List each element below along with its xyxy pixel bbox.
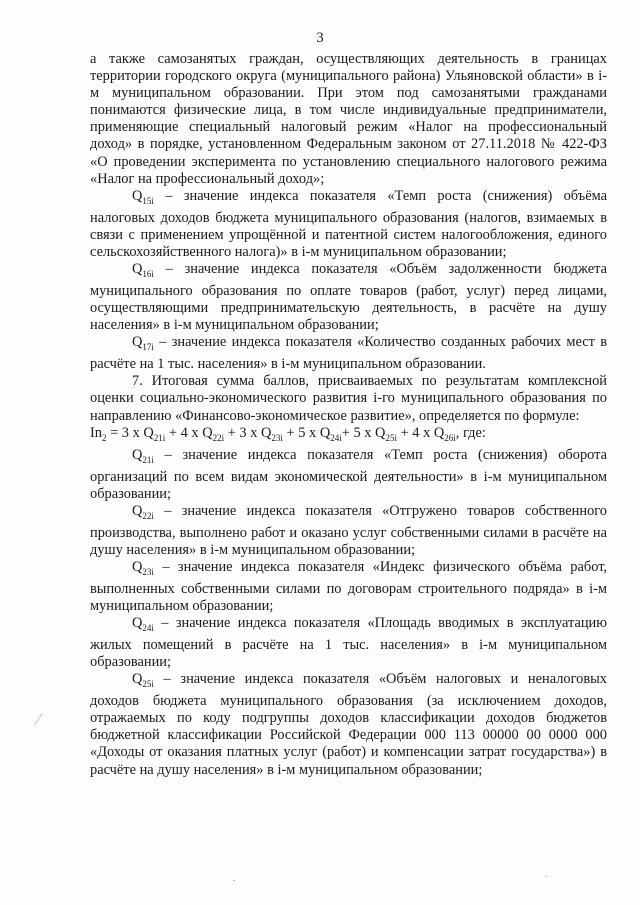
- definition-q15: [90, 188, 607, 261]
- formula-term-4: + 5 x Q: [282, 424, 331, 441]
- q15-symbol: Q: [132, 187, 143, 204]
- q15-text: – значение индекса показателя «Темп роста (снижения) объёма налоговых доходов бюджета муниципального образования (налогов, взимаемых в связи с применением упрощённой и патентной систем налогообложения, единого сельскохозяйственного налога)» в i-м муниципальном образовании;: [90, 187, 607, 260]
- q21-text: – значение индекса показателя «Темп роста (снижения) оборота организаций по всем видам экономической деятельности» в i-м муниципальном образовании;: [90, 446, 607, 502]
- definition-q17: [90, 334, 607, 373]
- formula-lhs-subscript: 2: [102, 432, 107, 443]
- formula-lhs: In: [90, 424, 102, 441]
- formula-term-1: = 3 x Q: [106, 424, 154, 441]
- page-number: 3: [316, 30, 324, 46]
- definition-q24: [90, 615, 607, 671]
- formula-term-5: + 5 x Q: [341, 424, 386, 441]
- q24-text: – значение индекса показателя «Площадь вводимых в эксплуатацию жилых помещений в расчёте на 1 тыс. населения» в i-м муниципальном образовании;: [90, 615, 607, 671]
- q25-subscript: 25i: [142, 679, 154, 690]
- scan-artifact-left: [34, 713, 43, 725]
- definition-q23: [90, 559, 607, 615]
- q24-symbol: Q: [132, 615, 143, 632]
- q23-symbol: Q: [132, 558, 143, 575]
- q17-symbol: Q: [132, 334, 143, 351]
- q23-subscript: 23i: [142, 566, 154, 577]
- formula-in2: [90, 425, 607, 447]
- scan-artifact-bottom-right: [545, 876, 547, 877]
- formula-sub-4: 24i: [330, 432, 342, 443]
- q21-subscript: 21i: [142, 454, 154, 465]
- q25-symbol: Q: [132, 671, 143, 688]
- q22-symbol: Q: [132, 502, 143, 519]
- formula-sub-6: 26i: [444, 432, 456, 443]
- q17-subscript: 17i: [142, 342, 154, 353]
- q23-text: – значение индекса показателя «Индекс физического объёма работ, выполненных собственными силами по договорам строительного подряда» в i-м муниципальном образовании;: [90, 558, 607, 614]
- q16-subscript: 16i: [142, 268, 154, 279]
- definition-q22: [90, 503, 607, 559]
- q24-subscript: 24i: [142, 622, 154, 633]
- formula-tail: , где:: [455, 424, 486, 441]
- q16-symbol: Q: [132, 261, 143, 277]
- q22-subscript: 22i: [142, 510, 154, 521]
- q21-symbol: Q: [132, 446, 143, 463]
- q15-subscript: 15i: [142, 195, 154, 206]
- definition-q21: [90, 447, 607, 503]
- formula-term-6: + 4 x Q: [396, 424, 445, 441]
- definition-q25: [90, 671, 607, 778]
- formula-sub-1: 21i: [153, 432, 166, 443]
- formula-sub-2: 22i: [212, 432, 225, 443]
- q22-text: – значение индекса показателя «Отгружено товаров собственного производства, выполнено работ и оказано услуг собственными силами в расчёте на душу населения» в i-м муниципальном образовании;: [90, 502, 607, 558]
- paragraph-item-7: 7. Итоговая сумма баллов, присваиваемых по результатам комплексной оценки социально-экономического развития i-го муниципального образования по направлению «Финансово-экономическое развитие», определяется по формуле:: [90, 373, 607, 424]
- formula-term-2: + 4 x Q: [165, 424, 213, 441]
- document-body: [90, 51, 607, 779]
- formula-sub-5: 25i: [385, 432, 397, 443]
- scan-artifact-bottom: [233, 880, 235, 881]
- q17-text: – значение индекса показателя «Количество созданных рабочих мест в расчёте на 1 тыс. населения» в i-м муниципальном образовании.: [90, 334, 607, 373]
- q25-text: – значение индекса показателя «Объём налоговых и неналоговых доходов бюджета муниципального образования (за исключением доходов, отражаемых по коду подгруппы доходов классификации доходов бюджетов бюджетной классификации Российской Федерации 000 113 00000 00 0000 000 «Доходы от оказания платных услуг (работ) и компенсации затрат государства») в расчёте на душу населения» в i-м муниципальном образовании;: [90, 671, 607, 778]
- formula-sub-3: 23i: [271, 432, 283, 443]
- definition-q16: [90, 261, 607, 334]
- q16-text: – значение индекса показателя «Объём задолженности бюджета муниципального образования по оплате товаров (работ, услуг) перед лицами, осуществляющими предпринимательскую деятельность, в расчёте на душу населения» в i-м муниципальном образовании;: [90, 261, 607, 334]
- formula-term-3: + 3 x Q: [224, 424, 272, 441]
- paragraph-self-employed: а также самозанятых граждан, осуществляющих деятельность в границах территории городского округа (муниципального района) Ульяновской области» в i-м муниципальном образовании. При этом под самозанятыми гражданами понимаются физические лица, в том числе индивидуальные предприниматели, применяющие специальный налоговый режим «Налог на профессиональный доход» в порядке, установленном Федеральным законом от 27.11.2018 № 422-ФЗ «О проведении эксперимента по установлению специального налогового режима «Налог на профессиональный доход»;: [90, 51, 607, 187]
